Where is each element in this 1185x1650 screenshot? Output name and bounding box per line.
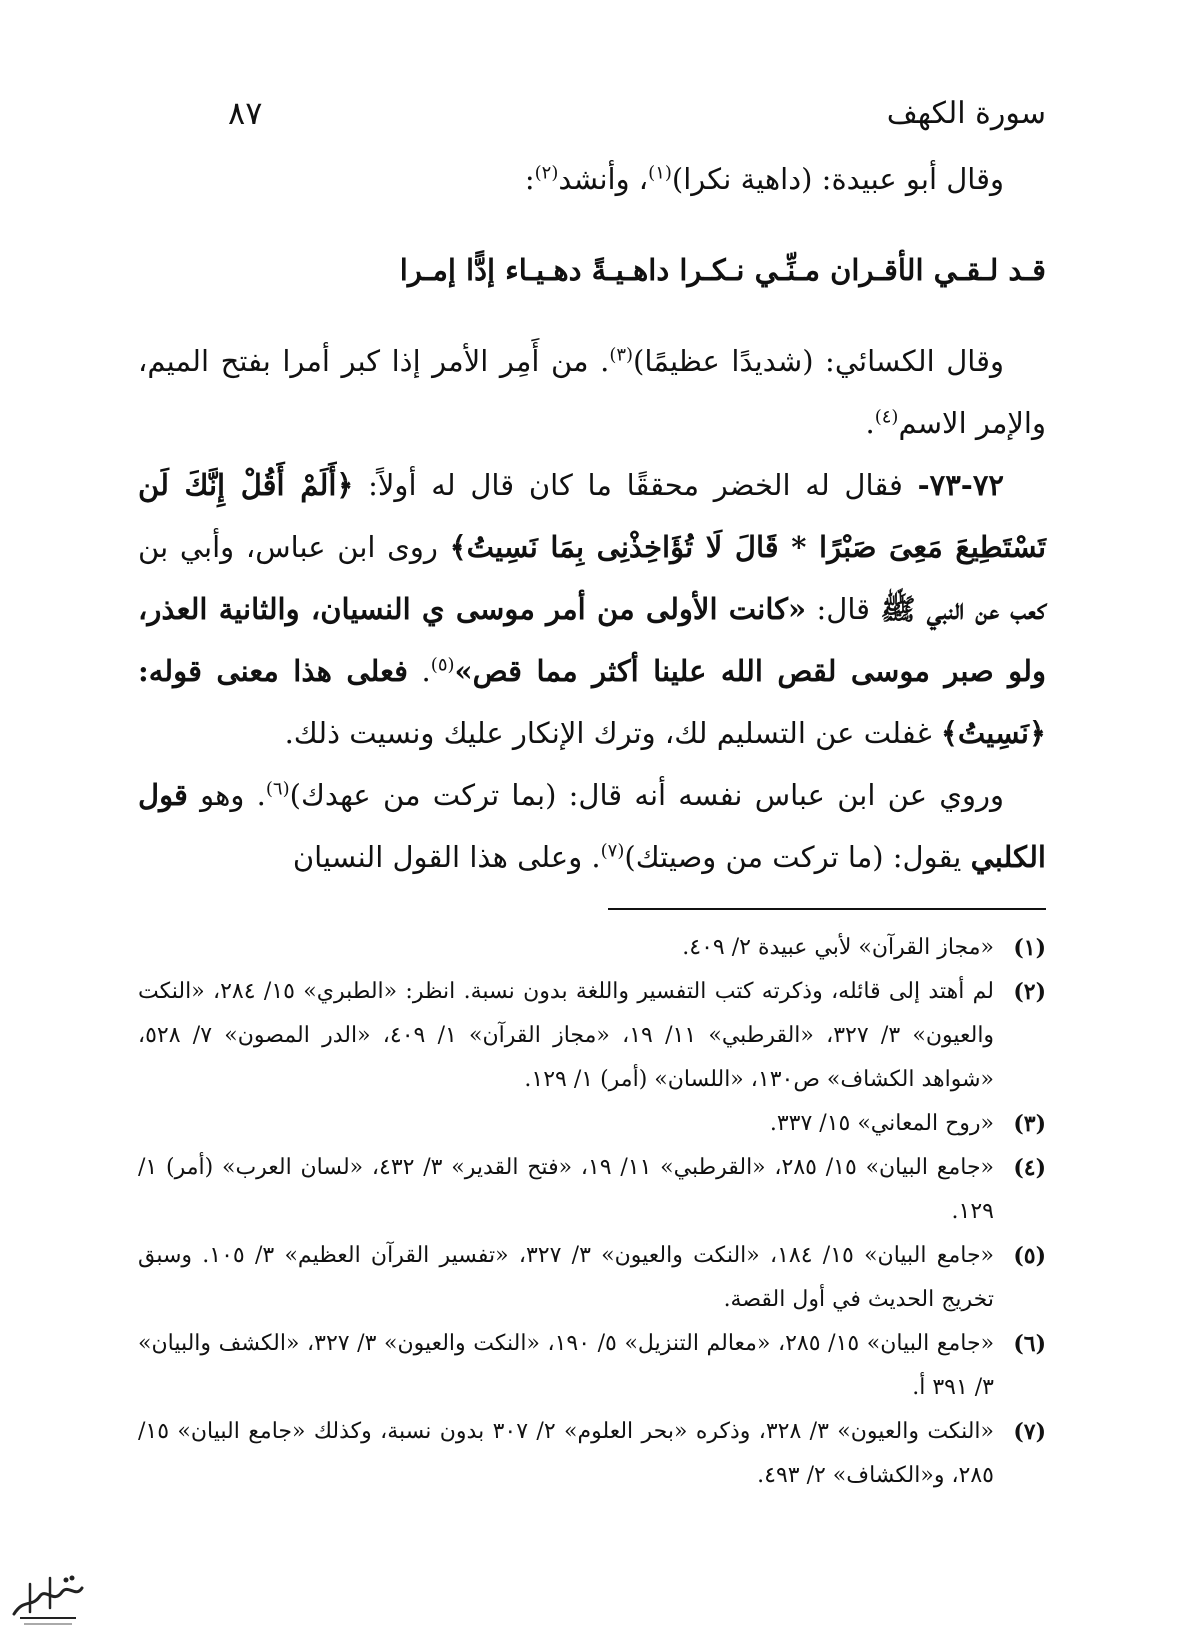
main-text	[138, 148, 1046, 888]
footnote-text: «جامع البيان» ١٥/ ٢٨٥، «معالم التنزيل» ٥/ ١٩٠، «النكت والعيون» ٣/ ٣٢٧، «الكشف والبيان» ٣/ ٣٩١ أ.	[138, 1331, 995, 1400]
p3-d: .	[407, 654, 431, 688]
footnote-text: «مجاز القرآن» لأبي عبيدة ٢/ ٤٠٩.	[682, 935, 994, 960]
p4-c: يقول: (ما تركت من وصيتك)	[624, 840, 971, 874]
footnote-text: «النكت والعيون» ٣/ ٣٢٨، وذكره «بحر العلوم» ٢/ ٣٠٧ بدون نسبة، وكذلك «جامع البيان» ١٥/ ٢٨٥، و«الكشاف» ٢/ ٤٩٣.	[138, 1419, 994, 1488]
footnote-ref-4: (٤)	[874, 406, 899, 428]
footnote-ref-7: (٧)	[600, 840, 625, 862]
page-number: ٨٧	[228, 94, 263, 132]
footnote-number: (٦)	[1013, 1331, 1046, 1357]
footnote-ref-3: (٣)	[609, 344, 634, 366]
footnote-5	[138, 1234, 1046, 1322]
quran-quote-2: ﴿نَسِيتُ﴾	[940, 716, 1046, 750]
p1-text: وقال أبو عبيدة: (داهية نكرا)	[671, 162, 1004, 196]
footnote-text: «جامع البيان» ١٥/ ١٨٤، «النكت والعيون» ٣/ ٣٢٧، «تفسير القرآن العظيم» ٣/ ١٠٥. وسبق تخريج الحديث في أول القصة.	[138, 1243, 994, 1312]
footnote-divider	[608, 908, 1046, 910]
p1-end: :	[524, 162, 535, 196]
hadith-quote: «كانت الأولى من أمر موسى ي النسيان، والثانية العذر، ولو صبر موسى لقص الله علينا أكثر مما قص»	[138, 592, 1046, 688]
surah-title: سورة الكهف	[886, 96, 1046, 131]
p3-b: روى ابن عباس، وأبي بن	[138, 530, 450, 564]
footnote-text: «جامع البيان» ١٥/ ٢٨٥، «القرطبي» ١١/ ١٩، «فتح القدير» ٣/ ٤٣٢، «لسان العرب» (أمر) ١/ ١٢٩.	[138, 1155, 995, 1224]
p2-end: .	[865, 406, 875, 440]
footnote-text: لم أهتد إلى قائله، وذكرته كتب التفسير واللغة بدون نسبة. انظر: «الطبري» ١٥/ ٢٨٤، «النكت والعيون» ٣/ ٣٢٧، «القرطبي» ١١/ ١٩، «مجاز القرآن» ١/ ٤٠٩، «الدر المصون» ٧/ ٥٢٨، «شواهد الكشاف» ص١٣٠، «اللسان» (أمر) ١/ ١٢٩.	[138, 979, 995, 1092]
p3-bold-2: فعلى هذا معنى قوله:	[138, 654, 408, 688]
footnote-number: (٧)	[1013, 1419, 1046, 1445]
page	[138, 88, 1046, 1498]
p4-bold: قول الكلبي	[138, 778, 1046, 874]
page-header	[138, 88, 1046, 148]
footnote-number: (٤)	[1013, 1155, 1046, 1181]
poetry-verse: قـد لـقـي الأقـران مـنِّـي نـكـرا داهـيـةً دهـيـاء إدًّا إمـرا	[399, 253, 1046, 287]
footnote-text: «روح المعاني» ١٥/ ٣٣٧.	[769, 1111, 994, 1136]
quran-quote-1: ﴿أَلَمْ أَقُلْ إِنَّكَ لَن تَسْتَطِيعَ مَعِىَ صَبْرًا * قَالَ لَا تُؤَاخِذْنِى بِمَا نَسِيتُ﴾	[138, 468, 1047, 564]
paragraph-4	[138, 764, 1046, 888]
p4-d: . وعلى هذا القول النسيان	[292, 840, 601, 874]
footnote-ref-5: (٥)	[430, 654, 455, 676]
footnote-ref-1: (١)	[648, 162, 672, 184]
footnote-7	[138, 1410, 1046, 1498]
p2-text: وقال الكسائي: (شديدًا عظيمًا)	[633, 344, 1004, 378]
footnote-3	[138, 1102, 1046, 1146]
footnote-number: (٣)	[1013, 1111, 1046, 1137]
p3-bold-1: كعب عن النبي ﷺ	[880, 592, 1046, 626]
footnote-1	[138, 926, 1046, 970]
paragraph-3	[138, 454, 1046, 764]
footnote-number: (١)	[1013, 935, 1046, 961]
p3-a: فقال له الخضر محققًا ما كان قال له أولاً:	[353, 468, 918, 502]
p3-c: قال:	[806, 592, 881, 626]
footnotes	[138, 926, 1046, 1498]
footnote-ref-6: (٦)	[265, 778, 290, 800]
footnote-6	[138, 1322, 1046, 1410]
footnote-number: (٥)	[1013, 1243, 1046, 1269]
verse-number: ٧٢-٧٣-	[917, 468, 1004, 502]
footnote-2	[138, 970, 1046, 1102]
paragraph-2	[138, 330, 1046, 454]
footnote-4	[138, 1146, 1046, 1234]
footnote-number: (٢)	[1013, 979, 1046, 1005]
p3-e: غفلت عن التسليم لك، وترك الإنكار عليك ونسيت ذلك.	[284, 716, 941, 750]
calligraphy-stamp-logo	[10, 1568, 86, 1630]
p4-a: وروي عن ابن عباس نفسه أنه قال: (بما تركت من عهدك)	[289, 778, 1004, 812]
paragraph-1	[138, 148, 1046, 210]
p4-b: . وهو	[187, 778, 266, 812]
p1-mid: ، وأنشد	[558, 162, 649, 196]
p2-rest: . من أَمِر الأمر إذا كبر أمرا بفتح الميم، والإمر الاسم	[138, 344, 1046, 440]
footnote-ref-2: (٢)	[534, 162, 559, 184]
